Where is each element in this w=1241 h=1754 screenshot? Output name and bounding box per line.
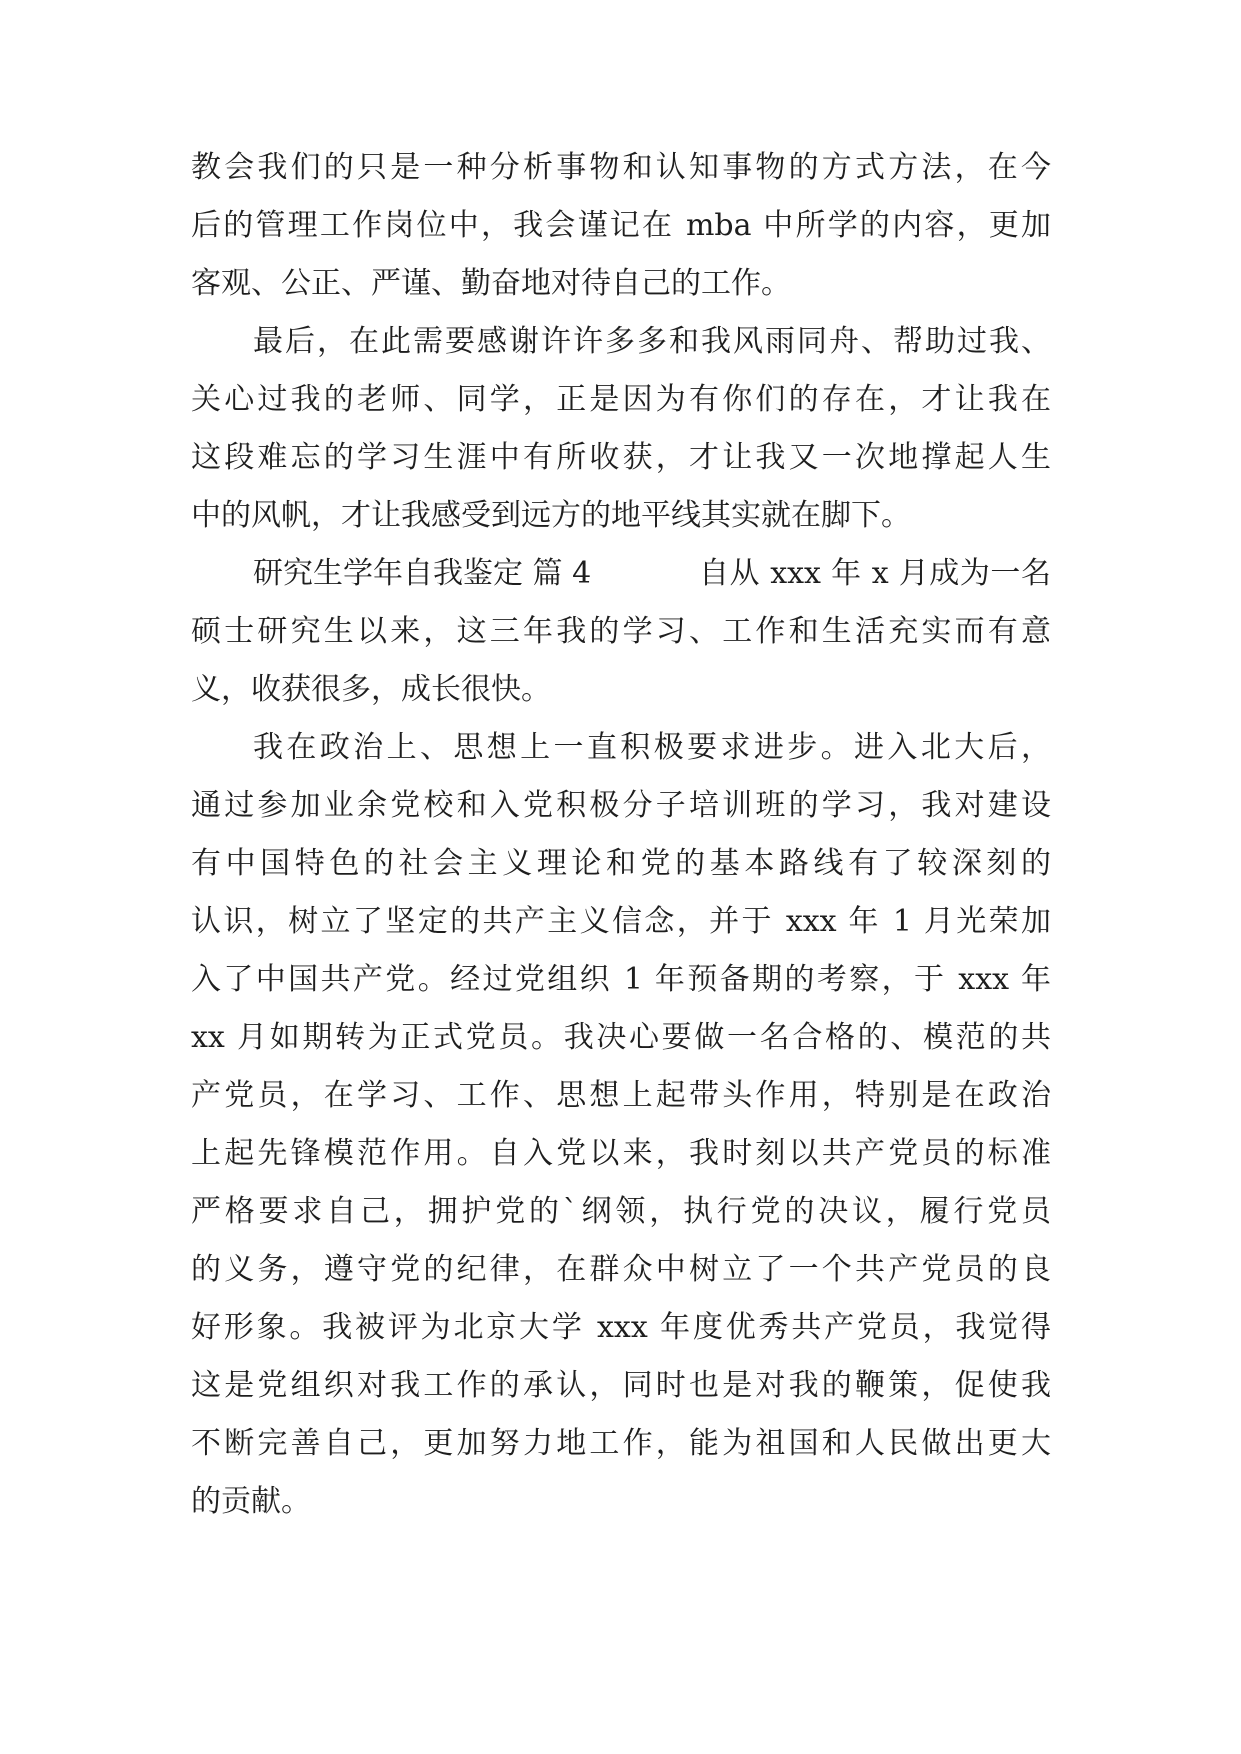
paragraph-1-line-3: 客观、公正、严谨、勤奋地对待自己的工作。 xyxy=(191,266,791,301)
paragraph-4-line-1: 我在政治上、思想上一直积极要求进步。进入北大后， xyxy=(253,730,1051,765)
paragraph-4-line-5: 入了中国共产党。经过党组织 1 年预备期的考察，于 xxx 年 xyxy=(191,962,1051,997)
paragraph-4-line-14: 的贡献。 xyxy=(191,1484,311,1519)
paragraph-4-line-12: 这是党组织对我工作的承认，同时也是对我的鞭策，促使我 xyxy=(191,1368,1051,1403)
paragraph-2-line-4: 中的风帆，才让我感受到远方的地平线其实就在脚下。 xyxy=(191,498,911,533)
section-heading-line xyxy=(253,544,1051,604)
paragraph-3-line-3: 义，收获很多，成长很快。 xyxy=(191,672,551,707)
paragraph-2-line-3: 这段难忘的学习生涯中有所收获，才让我又一次地撑起人生 xyxy=(191,440,1051,475)
paragraph-4-line-2: 通过参加业余党校和入党积极分子培训班的学习，我对建设 xyxy=(191,788,1051,823)
paragraph-2-line-2: 关心过我的老师、同学，正是因为有你们的存在，才让我在 xyxy=(191,382,1051,417)
paragraph-4-line-3: 有中国特色的社会主义理论和党的基本路线有了较深刻的 xyxy=(191,846,1051,881)
paragraph-4-line-8: 上起先锋模范作用。自入党以来，我时刻以共产党员的标准 xyxy=(191,1136,1051,1171)
paragraph-4-line-4: 认识，树立了坚定的共产主义信念，并于 xxx 年 1 月光荣加 xyxy=(191,904,1051,939)
paragraph-4-line-13: 不断完善自己，更加努力地工作，能为祖国和人民做出更大 xyxy=(191,1426,1051,1461)
paragraph-1-line-1: 教会我们的只是一种分析事物和认知事物的方式方法，在今 xyxy=(191,150,1051,185)
paragraph-4-line-7: 产党员，在学习、工作、思想上起带头作用，特别是在政治 xyxy=(191,1078,1051,1113)
paragraph-4-line-6: xx 月如期转为正式党员。我决心要做一名合格的、模范的共 xyxy=(191,1020,1051,1055)
paragraph-3-line-2: 硕士研究生以来，这三年我的学习、工作和生活充实而有意 xyxy=(191,614,1051,649)
paragraph-2-line-1: 最后，在此需要感谢许许多多和我风雨同舟、帮助过我、 xyxy=(253,324,1051,359)
paragraph-1-line-2: 后的管理工作岗位中，我会谨记在 mba 中所学的内容，更加 xyxy=(191,208,1051,243)
paragraph-4-line-10: 的义务，遵守党的纪律，在群众中树立了一个共产党员的良 xyxy=(191,1252,1051,1287)
paragraph-4-line-11: 好形象。我被评为北京大学 xxx 年度优秀共产党员，我觉得 xyxy=(191,1310,1051,1345)
paragraph-4-line-9: 严格要求自己，拥护党的`纲领，执行党的决议，履行党员 xyxy=(191,1194,1051,1229)
paragraph-3-line-1: 自从 xxx 年 x 月成为一名 xyxy=(699,556,1051,591)
section-heading: 研究生学年自我鉴定 篇 4 xyxy=(253,556,592,591)
